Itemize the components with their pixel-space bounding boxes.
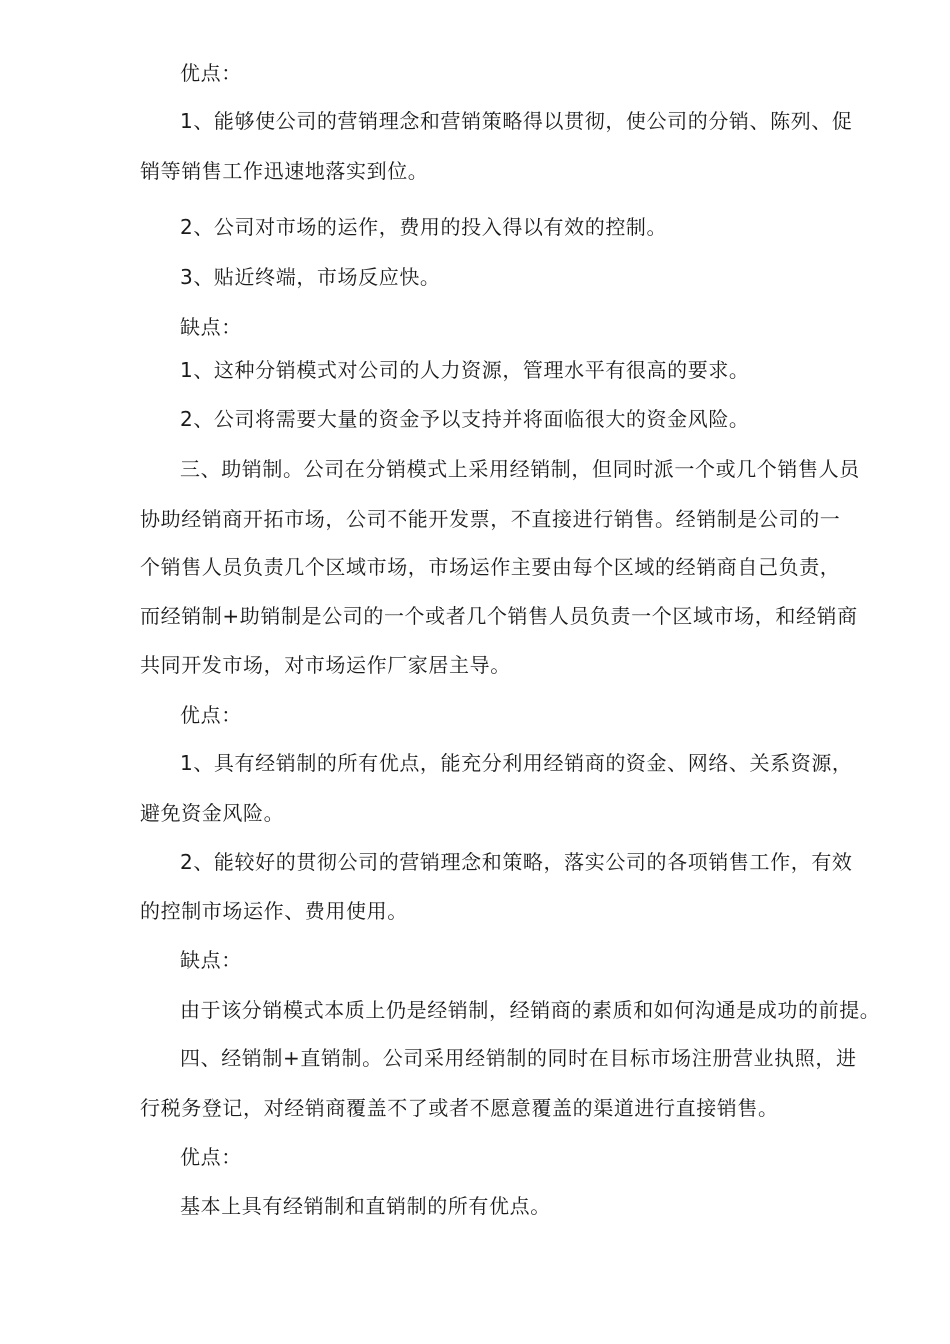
paragraph-line: 而经销制+助销制是公司的一个或者几个销售人员负责一个区域市场，和经销商 — [140, 604, 858, 628]
paragraph-line: 个销售人员负责几个区域市场，市场运作主要由每个区域的经销商自己负责， — [140, 555, 841, 579]
paragraph-line: 2、公司对市场的运作，费用的投入得以有效的控制。 — [180, 215, 668, 239]
paragraph-line: 1、能够使公司的营销理念和营销策略得以贯彻，使公司的分销、陈列、促 — [180, 109, 853, 133]
paragraph-line: 协助经销商开拓市场，公司不能开发票，不直接进行销售。经销制是公司的一 — [140, 507, 841, 531]
heading-disadvantages: 缺点： — [180, 315, 242, 339]
paragraph-line: 三、助销制。公司在分销模式上采用经销制，但同时派一个或几个销售人员 — [180, 457, 860, 481]
paragraph-line: 1、这种分销模式对公司的人力资源，管理水平有很高的要求。 — [180, 358, 750, 382]
paragraph-line: 共同开发市场，对市场运作厂家居主导。 — [140, 653, 511, 677]
paragraph-line: 2、能较好的贯彻公司的营销理念和策略，落实公司的各项销售工作，有效 — [180, 850, 853, 874]
paragraph-line: 销等销售工作迅速地落实到位。 — [140, 159, 429, 183]
paragraph-line: 1、具有经销制的所有优点，能充分利用经销商的资金、网络、关系资源， — [180, 751, 853, 775]
paragraph-line: 基本上具有经销制和直销制的所有优点。 — [180, 1194, 551, 1218]
paragraph-line: 2、公司将需要大量的资金予以支持并将面临很大的资金风险。 — [180, 407, 750, 431]
heading-advantages: 优点： — [180, 703, 242, 727]
heading-disadvantages: 缺点： — [180, 948, 242, 972]
paragraph-line: 由于该分销模式本质上仍是经销制，经销商的素质和如何沟通是成功的前提。 — [180, 998, 881, 1022]
paragraph-line: 3、贴近终端，市场反应快。 — [180, 265, 441, 289]
paragraph-line: 避免资金风险。 — [140, 801, 285, 825]
paragraph-line: 行税务登记，对经销商覆盖不了或者不愿意覆盖的渠道进行直接销售。 — [140, 1096, 779, 1120]
paragraph-line: 四、经销制+直销制。公司采用经销制的同时在目标市场注册营业执照，进 — [180, 1046, 857, 1070]
heading-advantages: 优点： — [180, 61, 242, 85]
heading-advantages: 优点： — [180, 1145, 242, 1169]
paragraph-line: 的控制市场运作、费用使用。 — [140, 899, 408, 923]
